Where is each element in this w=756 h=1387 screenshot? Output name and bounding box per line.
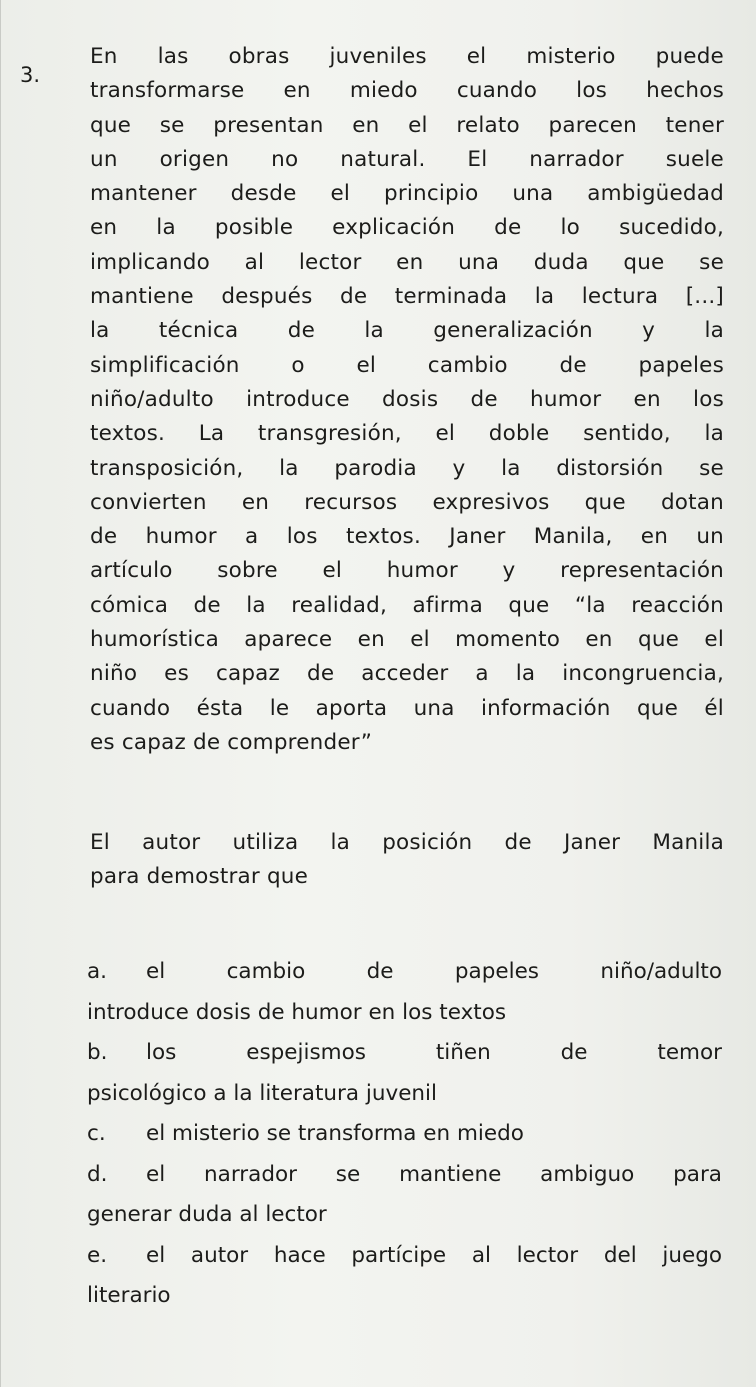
option-text: el cambio de papeles niño/adulto (146, 959, 722, 984)
option-letter: a. (87, 959, 108, 984)
answer-option-a[interactable] (87, 952, 722, 1033)
passage-line: simplificación o el cambio de papeles (90, 352, 724, 378)
passage-line: implicando al lector en una duda que se (90, 249, 724, 275)
option-letter: d. (87, 1161, 108, 1187)
page-left-edge (0, 0, 1, 1387)
passage-line: En las obras juveniles el misterio puede (90, 44, 724, 69)
passage-line: transposición, la parodia y la distorsión se (90, 455, 724, 481)
option-text: generar duda al lector (87, 1202, 327, 1227)
option-text: el misterio se transforma en miedo (146, 1121, 524, 1146)
option-letter: b. (87, 1040, 108, 1065)
passage-line: que se presentan en el relato parecen tener (90, 112, 724, 138)
passage-line: niño/adulto introduce dosis de humor en los (90, 386, 724, 412)
answer-option-e[interactable] (87, 1236, 722, 1317)
passage-line: textos. La transgresión, el doble sentido, la (90, 421, 724, 447)
passage-line: es capaz de comprender” (90, 729, 373, 755)
option-text: el narrador se mantiene ambiguo para (146, 1161, 722, 1187)
passage-line: de humor a los textos. Janer Manila, en un (90, 524, 724, 550)
option-text: el autor hace partícipe al lector del juego (146, 1242, 722, 1268)
stem-line: El autor utiliza la posición de Janer Manila (90, 830, 724, 855)
passage-line: cómica de la realidad, afirma que “la reacción (90, 592, 724, 618)
question-stem (90, 826, 724, 895)
passage-line: cuando ésta le aporta una información que él (90, 695, 724, 721)
option-letter: e. (87, 1242, 108, 1268)
stem-line: para demostrar que (90, 864, 309, 890)
passage-line: la técnica de la generalización y la (90, 318, 724, 344)
question-number: 3. (20, 63, 41, 87)
passage-line: artículo sobre el humor y representación (90, 558, 724, 584)
passage-line: humorística aparece en el momento en que el (90, 627, 724, 653)
answer-options (87, 952, 722, 1317)
passage-line: transformarse en miedo cuando los hechos (90, 78, 724, 104)
option-text: literario (87, 1283, 171, 1308)
question-passage (90, 40, 724, 760)
option-text: introduce dosis de humor en los textos (87, 999, 507, 1025)
answer-option-d[interactable] (87, 1155, 722, 1236)
passage-line: niño es capaz de acceder a la incongruencia, (90, 661, 724, 687)
option-text: psicológico a la literatura juvenil (87, 1080, 437, 1106)
passage-line: mantener desde el principio una ambigüedad (90, 181, 724, 207)
passage-line: un origen no natural. El narrador suele (90, 146, 724, 172)
answer-option-c[interactable] (87, 1114, 722, 1155)
passage-line: mantiene después de terminada la lectura [...] (90, 284, 724, 310)
option-text: los espejismos tiñen de temor (146, 1040, 722, 1065)
passage-line: convierten en recursos expresivos que dotan (90, 489, 724, 515)
passage-line: en la posible explicación de lo sucedido, (90, 215, 724, 241)
option-letter: c. (87, 1121, 106, 1146)
answer-option-b[interactable] (87, 1033, 722, 1114)
